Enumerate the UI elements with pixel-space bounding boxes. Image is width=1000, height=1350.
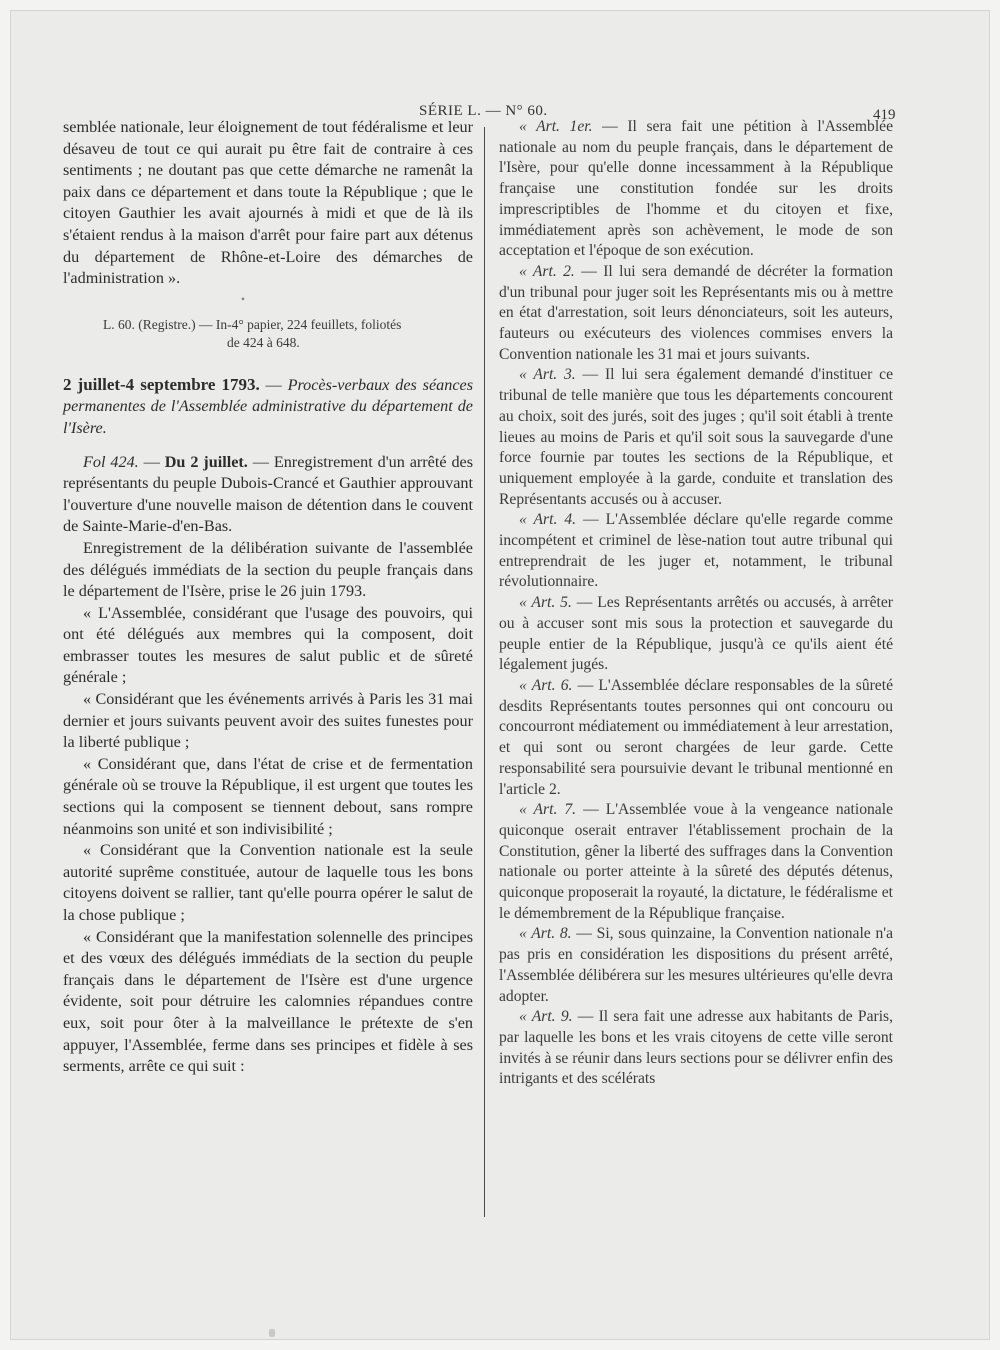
paragraph-considerant-2: « Considérant que, dans l'état de crise et de fermentation générale où se trouve la République, il est urgent que toutes les sections qui la composent se tiennent debout, sans rompre néanmoins son unité et son indivisibilité ; — [63, 754, 473, 838]
paragraph-considerant-1: « Considérant que les événements arrivés à Paris les 31 mai dernier et jours suivants peuvent avoir des suites funestes pour la liberté publique ; — [63, 690, 473, 752]
archive-reference-line2: de 424 à 648. — [227, 334, 300, 350]
article-9-text: — Il sera fait une adresse aux habitants de Paris, par laquelle les bons et les vrais citoyens de cette ville seront invités à se réunir dans leurs sections pour se délivrer enfin des intrigants et des scélérats — [499, 1008, 893, 1088]
article-7-label: « Art. 7. — [519, 801, 577, 819]
article-6 — [499, 676, 893, 800]
article-3-text: — Il lui sera également demandé d'instituer ce tribunal de telle manière que tous les départements concourent au choix, soit des jurés, soit des juges ; qu'il soit établi à trente lieues au moins de Paris et qu'il soit sous la sauvegarde d'une force fournie par toutes les sections de la République, et uniquement employée à la garde, conduite et translation des Représentants accusés ou à accuser. — [499, 366, 893, 508]
article-3-label: « Art. 3. — [519, 366, 576, 384]
document-page — [10, 10, 990, 1340]
article-6-label: « Art. 6. — [519, 676, 573, 694]
paragraph-continuation: semblée nationale, leur éloignement de tout fédéralisme et leur désaveu de tout ce qui aurait pu être fait de contraire à ces sentiments ; ne doutant pas que cette démarche ne ramenât la paix dans ce département et dans toute la République ; que le citoyen Gauthier les avait ajournés à midi et que de là ils s'étaient rendus à la maison d'arrêt pour faire part aux détenus du département de Rhône-et-Loire des démarches de l'administration ». — [63, 118, 473, 288]
folio-date: Du 2 juillet. — [164, 452, 248, 471]
article-8-text: — Si, sous quinzaine, la Convention nationale n'a pas pris en considération les dispositions du présent arrêté, l'Assemblée délibérera sur les mesures ultérieures qu'elle devra adopter. — [499, 925, 894, 1005]
paragraph-considerant-4: « Considérant que la manifestation solennelle des principes et des vœux des délégués immédiats de la section du peuple français dans le département de l'Isère est d'une urgence évidente, soit pour détruire les calomnies répandues contre eux, soit pour ôter à la malveillance le prétexte de s'en appuyer, l'Assemblée, ferme dans ses principes et fidèle à ses serments, arrête ce qui suit : — [63, 927, 473, 1076]
paragraph-enregistrement: Enregistrement de la délibération suivante de l'assemblée des délégués immédiats de la section du peuple français dans le département de l'Isère, prise le 26 juin 1793. — [63, 538, 473, 601]
article-8 — [499, 924, 893, 1007]
archive-reference — [63, 316, 473, 352]
register-heading — [63, 374, 473, 440]
register-date: 2 juillet-4 septembre 1793. — [63, 374, 260, 394]
running-head: SÉRIE L. — N° 60. — [419, 103, 548, 119]
separator-dot: • — [240, 291, 246, 306]
article-2-label: « Art. 2. — [519, 262, 575, 280]
article-5 — [499, 593, 893, 676]
folio-dash: — — [138, 452, 165, 471]
folio-text: — Enregistrement d'un arrêté des représentants du peuple Dubois-Crancé et Gauthier approuvant l'ouverture d'une nouvelle maison de détention dans le couvent de Sainte-Marie-d'en-Bas. — [63, 452, 474, 536]
folio-reference: Fol 424. — [83, 452, 139, 471]
article-9-label: « Art. 9. — [519, 1008, 573, 1026]
register-title: Procès-verbaux des séances permanentes de l'Assemblée administrative du département de l'Isère. — [63, 375, 474, 437]
binding-mark — [269, 1329, 275, 1337]
left-column — [63, 117, 473, 1078]
spacer — [63, 352, 473, 374]
column-divider — [484, 127, 485, 1217]
article-1-label: « Art. 1er. — [519, 118, 593, 135]
article-7-text: — L'Assemblée voue à la vengeance nationale quiconque oserait entraver l'établissement prochain de la Constitution, gêner la liberté des suffrages dans la Convention nationale ou porter atteinte à la sûreté des députés détenus, quiconque proposerait la royauté, la dictature, le fédéralisme et le démembrement de la République française. — [499, 801, 893, 922]
article-4-text: — L'Assemblée déclare qu'elle regarde comme incompétent et criminel de lèse-nation tout autre tribunal qui entreprendrait de les juger et, notamment, le tribunal révolutionnaire. — [499, 511, 893, 591]
article-5-label: « Art. 5. — [519, 594, 572, 612]
article-5-text: — Les Représentants arrêtés ou accusés, à arrêter ou à accuser sont mis sous la protection et sauvegarde du peuple entier de la République, jusqu'à ce qu'ils aient été légalement jugés. — [499, 594, 893, 674]
article-1-text: — Il sera fait une pétition à l'Assemblée nationale au nom du peuple français, dans le département de l'Isère, pour qu'elle donne incessamment à la République française une constitution fondée sur les droits imprescriptibles de l'homme et du citoyen et fixe, immédiatement après son achèvement, le mode de son acceptation et l'époque de son exécution. — [499, 118, 893, 260]
article-4 — [499, 510, 893, 593]
paragraph-considerant-3: « Considérant que la Convention nationale est la seule autorité suprême constituée, autour de laquelle tous les bons citoyens doivent se rallier, tant qu'elle pourra opérer le salut de la chose publique ; — [63, 841, 473, 924]
article-6-text: — L'Assemblée déclare responsables de la sûreté desdits Représentants toutes personnes qui ont concouru ou concourront médiatement ou immédiatement à leur arrestation, et qui sont ou seront chargées de leur garde. Cette responsabilité sera poursuivie devant le tribunal mentionné en l'article 2. — [499, 676, 893, 798]
article-8-label: « Art. 8. — [519, 925, 572, 943]
article-4-label: « Art. 4. — [519, 511, 577, 529]
article-9 — [499, 1007, 893, 1090]
spacer — [63, 440, 473, 452]
archive-reference-line1: L. 60. (Registre.) — In-4° papier, 224 feuillets, foliotés — [103, 316, 402, 332]
right-column — [499, 117, 893, 1090]
register-dash: — — [259, 375, 288, 394]
article-3 — [499, 365, 893, 510]
article-7 — [499, 800, 893, 924]
article-2 — [499, 262, 893, 366]
article-1 — [499, 117, 893, 262]
folio-entry — [63, 452, 473, 538]
article-2-text: — Il lui sera demandé de décréter la formation d'un tribunal pour juger soit les Représentants mis ou à mettre en état d'arrestation, soit leurs dénonciateurs, soit les auteurs, fauteurs ou exécuteurs des violences commises envers la Convention nationale les 31 mai et jours suivants. — [499, 262, 893, 363]
page-number: 419 — [873, 107, 896, 123]
paragraph-assemblee: « L'Assemblée, considérant que l'usage des pouvoirs, qui ont été délégués aux membres qui la composent, doit embrasser toutes les mesures de salut public et de sûreté générale ; — [63, 603, 473, 687]
